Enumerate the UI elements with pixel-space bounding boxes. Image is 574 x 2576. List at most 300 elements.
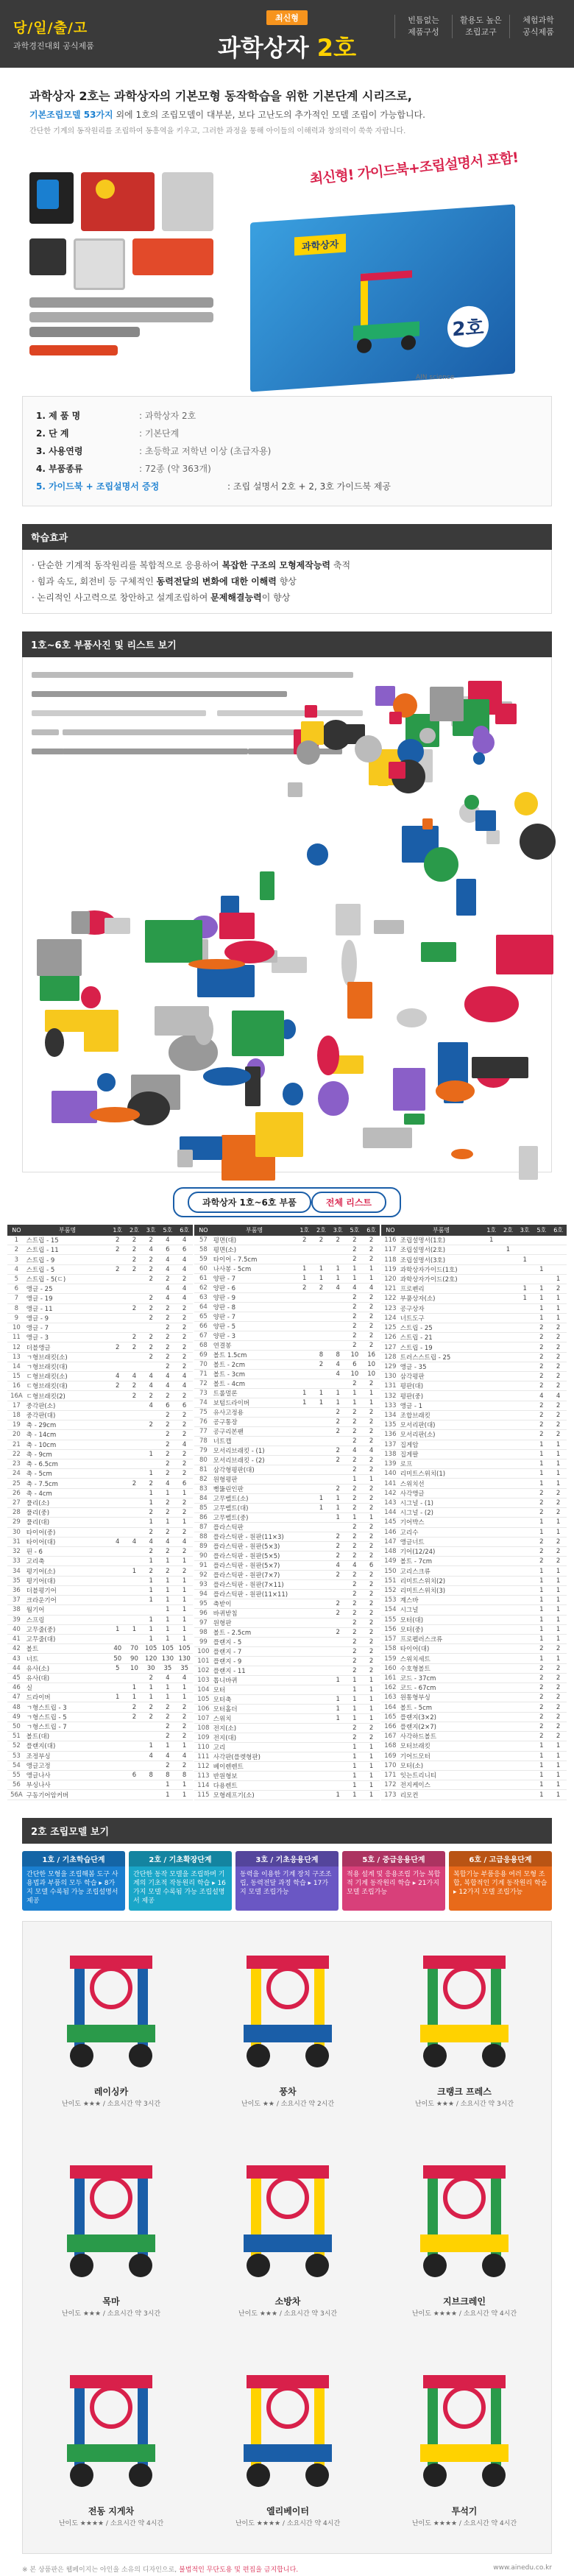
table-cell: 125 <box>381 1323 400 1332</box>
table-cell <box>483 1537 500 1546</box>
table-cell: 2 <box>363 1379 380 1389</box>
table-cell <box>296 1590 313 1599</box>
table-cell: 플랜지(대) <box>26 1741 110 1751</box>
part-image <box>424 847 458 882</box>
table-cell: 2 <box>160 1732 177 1741</box>
table-cell: 2 <box>550 1333 567 1342</box>
part-image <box>217 749 248 754</box>
table-cell: 유사(대) <box>26 1673 110 1682</box>
table-cell <box>500 1702 517 1712</box>
table-cell: 48 <box>7 1702 26 1712</box>
table-cell <box>109 1751 126 1761</box>
parts-table-3 <box>381 1225 567 1800</box>
table-row <box>7 1459 193 1469</box>
table-row <box>381 1362 567 1371</box>
table-cell: 2 <box>126 1264 143 1274</box>
table-cell: 106 <box>194 1705 213 1714</box>
table-cell: 4 <box>347 1561 364 1571</box>
table-cell: 2 <box>330 1418 347 1427</box>
table-cell: 1 <box>534 1527 550 1537</box>
table-cell: 1 <box>160 1634 177 1643</box>
table-cell <box>500 1761 517 1770</box>
table-cell: 57 <box>194 1236 213 1245</box>
table-cell: 2 <box>550 1537 567 1546</box>
table-cell <box>517 1557 534 1566</box>
table-row <box>381 1780 567 1790</box>
table-cell: 1 <box>363 1743 380 1752</box>
table-cell <box>126 1751 143 1761</box>
table-cell: 122 <box>381 1294 400 1303</box>
table-cell <box>483 1557 500 1566</box>
table-cell: 1 <box>160 1624 177 1634</box>
table-cell: 2 <box>550 1323 567 1332</box>
table-cell <box>500 1693 517 1702</box>
model-card[interactable] <box>199 2131 376 2338</box>
part-image <box>519 1146 538 1180</box>
table-row <box>7 1303 193 1313</box>
table-cell <box>517 1440 534 1449</box>
table-cell <box>313 1580 330 1590</box>
table-cell: 1 <box>534 1634 550 1643</box>
table-cell: 플랜지(2×7) <box>400 1722 483 1731</box>
model-card[interactable] <box>199 2341 376 2547</box>
table-cell: 46 <box>7 1683 26 1693</box>
table-cell: 원통형부싱 <box>400 1693 483 1702</box>
table-cell: 2 <box>176 1352 193 1362</box>
level-tab-4[interactable] <box>342 1851 445 1911</box>
table-cell: 1 <box>347 1475 364 1485</box>
table-cell: 1 <box>363 1685 380 1695</box>
table-cell <box>483 1693 500 1702</box>
table-cell <box>483 1527 500 1537</box>
table-cell: 79 <box>194 1446 213 1456</box>
table-cell <box>109 1722 126 1731</box>
footer <box>22 2564 552 2574</box>
table-cell: 삼각평판 <box>400 1372 483 1381</box>
table-cell <box>109 1634 126 1643</box>
table-cell <box>296 1657 313 1666</box>
table-cell: 92 <box>194 1571 213 1580</box>
table-cell: 1 <box>143 1585 160 1595</box>
table-row <box>381 1615 567 1624</box>
table-cell <box>126 1780 143 1790</box>
table-cell <box>483 1342 500 1352</box>
table-cell: 36 <box>7 1585 26 1595</box>
table-cell: 35 <box>160 1663 177 1673</box>
table-cell: 고무벨트(중) <box>213 1513 297 1523</box>
table-cell: 87 <box>194 1523 213 1532</box>
table-cell <box>109 1508 126 1518</box>
table-cell: 기어드모터 <box>400 1751 483 1761</box>
table-cell: 4 <box>330 1360 347 1370</box>
table-cell: 2 <box>363 1590 380 1599</box>
table-cell <box>517 1508 534 1518</box>
table-row <box>381 1391 567 1401</box>
table-cell: 스트립 - 11 <box>26 1245 110 1255</box>
table-cell: 2 <box>330 1532 347 1542</box>
table-cell <box>313 1551 330 1561</box>
table-row <box>194 1685 380 1695</box>
table-cell: 2 <box>550 1557 567 1566</box>
table-cell: 32 <box>7 1546 26 1556</box>
table-row <box>7 1420 193 1430</box>
table-row <box>381 1566 567 1576</box>
table-cell: 2 <box>347 1255 364 1264</box>
table-cell: 2 <box>347 1628 364 1638</box>
table-cell <box>483 1255 500 1264</box>
table-row <box>7 1236 193 1245</box>
level-tab-2[interactable] <box>129 1851 232 1911</box>
table-cell: 1 <box>296 1389 313 1398</box>
table-cell: 2 <box>143 1702 160 1712</box>
table-cell: 모터홀더 <box>213 1705 297 1714</box>
table-cell: 스프링 <box>26 1615 110 1624</box>
table-cell <box>109 1410 126 1420</box>
table-cell: 1 <box>534 1761 550 1770</box>
table-cell <box>517 1761 534 1770</box>
table-cell <box>483 1566 500 1576</box>
table-cell: 1 <box>347 1791 364 1800</box>
table-cell: 158 <box>381 1644 400 1654</box>
table-cell: 1 <box>500 1245 517 1255</box>
model-card[interactable] <box>23 1922 199 2128</box>
table-cell <box>500 1236 517 1245</box>
table-cell <box>313 1628 330 1638</box>
table-cell <box>109 1440 126 1449</box>
table-cell: 107 <box>194 1714 213 1724</box>
table-cell: 플라스틱판 - 원판(5×3) <box>213 1542 297 1551</box>
table-cell <box>483 1546 500 1556</box>
level-tab-5[interactable] <box>449 1851 552 1911</box>
part-image <box>520 824 556 860</box>
table-cell: 10 <box>7 1323 26 1332</box>
table-cell: 42 <box>7 1644 26 1654</box>
table-cell: 43 <box>7 1654 26 1663</box>
footer-url[interactable]: www.ainedu.co.kr <box>493 2564 552 2572</box>
table-cell: 80 <box>194 1456 213 1465</box>
product-title <box>177 29 397 63</box>
table-cell: 1 <box>176 1576 193 1585</box>
table-cell: 1 <box>363 1752 380 1762</box>
table-cell <box>517 1488 534 1498</box>
table-cell <box>500 1284 517 1294</box>
table-cell <box>534 1245 550 1255</box>
part-image <box>307 843 329 866</box>
table-row <box>194 1312 380 1322</box>
table-cell: 앵글나사 <box>26 1771 110 1780</box>
table-row <box>7 1615 193 1624</box>
table-cell: 1 <box>534 1313 550 1323</box>
table-cell <box>313 1293 330 1303</box>
table-cell: 2 <box>347 1427 364 1437</box>
table-cell <box>330 1647 347 1657</box>
table-cell: 1 <box>143 1596 160 1605</box>
header-bar <box>0 0 574 68</box>
table-cell: 2 <box>160 1722 177 1731</box>
table-cell: 1 <box>143 1449 160 1459</box>
table-row <box>7 1284 193 1294</box>
part-image <box>456 879 477 916</box>
table-cell: 2 <box>143 1236 160 1245</box>
table-cell <box>126 1790 143 1800</box>
table-cell <box>330 1465 347 1475</box>
table-cell <box>126 1284 143 1294</box>
table-cell: 114 <box>194 1781 213 1791</box>
table-cell <box>109 1362 126 1371</box>
table-cell: 167 <box>381 1732 400 1741</box>
table-cell <box>500 1430 517 1440</box>
part-image <box>177 1150 193 1167</box>
table-row <box>381 1576 567 1585</box>
table-row <box>194 1762 380 1772</box>
table-cell: 2 <box>313 1284 330 1293</box>
spec-key: 5. 가이드북 + 조립설명서 증정 <box>36 481 160 492</box>
table-cell <box>313 1542 330 1551</box>
table-cell: 모터 <box>213 1685 297 1695</box>
table-cell: 부품상자(소) <box>400 1294 483 1303</box>
footer-notice: ※ 본 상품판은 웹페이지는 아인을 소유의 디자인으로, 불법적인 무단도용 및 편집을 금지합니다. <box>22 2566 299 2574</box>
box-number: 2호 <box>447 305 489 349</box>
table-cell: 축 - 10cm <box>26 1440 110 1449</box>
table-cell <box>296 1628 313 1638</box>
part-image <box>318 1081 348 1116</box>
table-cell: 1 <box>160 1741 177 1751</box>
table-cell: 1 <box>347 1781 364 1791</box>
table-cell: 타이어(대) <box>400 1644 483 1654</box>
table-cell: 68 <box>194 1341 213 1351</box>
table-cell: 1 <box>550 1576 567 1585</box>
table-cell: 로프 <box>400 1459 483 1469</box>
table-cell: 2 <box>176 1508 193 1518</box>
table-cell: 129 <box>381 1362 400 1371</box>
table-cell: 38 <box>7 1605 26 1615</box>
model-card[interactable] <box>23 2341 199 2547</box>
model-card[interactable] <box>376 1922 553 2128</box>
table-cell: 2 <box>126 1245 143 1255</box>
table-cell: 2 <box>363 1551 380 1561</box>
table-cell <box>483 1264 500 1274</box>
table-cell: 78 <box>194 1437 213 1446</box>
parts-list-tables <box>7 1225 567 1800</box>
table-cell <box>109 1294 126 1303</box>
table-cell <box>517 1624 534 1634</box>
table-cell: 1 <box>550 1518 567 1527</box>
table-cell <box>313 1532 330 1542</box>
table-cell: 1 <box>363 1398 380 1408</box>
table-cell: 2 <box>109 1342 126 1352</box>
table-cell <box>109 1790 126 1800</box>
table-cell: 2 <box>313 1236 330 1245</box>
table-cell <box>483 1780 500 1790</box>
table-row <box>381 1401 567 1410</box>
table-header: NO <box>381 1225 400 1236</box>
table-cell <box>143 1459 160 1469</box>
table-cell <box>296 1303 313 1312</box>
table-cell: 구동기어암커버 <box>26 1790 110 1800</box>
table-cell: 2 <box>176 1546 193 1556</box>
table-cell <box>313 1695 330 1705</box>
table-cell <box>126 1401 143 1410</box>
table-cell: 2 <box>347 1657 364 1666</box>
table-row <box>7 1323 193 1332</box>
table-cell: 4 <box>160 1284 177 1294</box>
table-cell: 2 <box>143 1391 160 1401</box>
table-row <box>381 1264 567 1274</box>
table-cell <box>109 1303 126 1313</box>
table-cell <box>500 1780 517 1790</box>
model-card[interactable] <box>376 2341 553 2547</box>
level-tab-1[interactable] <box>22 1851 125 1911</box>
table-cell: 2 <box>363 1666 380 1676</box>
table-cell <box>517 1391 534 1401</box>
table-cell <box>109 1469 126 1479</box>
table-cell: 47 <box>7 1693 26 1702</box>
table-cell <box>500 1255 517 1264</box>
models-title: 2호 조립모델 보기 <box>22 1818 552 1844</box>
table-cell: 조립설명서(3호) <box>400 1255 483 1264</box>
table-cell <box>500 1401 517 1410</box>
table-cell: 2 <box>160 1323 177 1332</box>
table-cell: 13 <box>7 1352 26 1362</box>
table-cell: 앵글 - 35 <box>400 1362 483 1371</box>
table-cell: 2 <box>126 1479 143 1488</box>
table-cell <box>500 1264 517 1274</box>
table-cell: 드라이버 <box>26 1693 110 1702</box>
table-cell <box>313 1331 330 1341</box>
table-cell: 앵글 - 7 <box>26 1323 110 1332</box>
table-cell: 6 <box>160 1245 177 1255</box>
part-image <box>347 982 372 1019</box>
learning-title: 학습효과 <box>22 524 552 550</box>
table-cell: 앵글 - 1 <box>400 1401 483 1410</box>
model-level: 난이도 ★★★ / 소요시간 약 3시간 <box>61 2101 161 2108</box>
table-cell <box>296 1312 313 1322</box>
model-card[interactable] <box>376 2131 553 2338</box>
table-cell: 97 <box>194 1618 213 1628</box>
table-cell: 2 <box>550 1362 567 1371</box>
table-cell <box>500 1313 517 1323</box>
level-tab-3[interactable] <box>235 1851 339 1911</box>
table-cell: 119 <box>381 1264 400 1274</box>
model-card[interactable] <box>23 2131 199 2338</box>
table-cell: 4 <box>176 1255 193 1264</box>
table-cell: 2 <box>347 1609 364 1618</box>
table-header: 6호 <box>176 1225 193 1236</box>
part-image <box>97 1073 116 1091</box>
table-cell: 49 <box>7 1712 26 1722</box>
table-cell: 축 - 4cm <box>26 1488 110 1498</box>
table-cell <box>330 1762 347 1772</box>
table-cell: 93 <box>194 1580 213 1590</box>
table-cell <box>126 1420 143 1430</box>
table-cell <box>143 1732 160 1741</box>
table-row <box>381 1771 567 1780</box>
table-cell <box>534 1236 550 1245</box>
table-cell <box>143 1780 160 1790</box>
table-cell: 4 <box>143 1245 160 1255</box>
table-cell <box>313 1571 330 1580</box>
part-image <box>155 1006 210 1036</box>
table-cell <box>313 1513 330 1523</box>
table-cell: 2 <box>363 1494 380 1504</box>
table-row <box>381 1654 567 1663</box>
table-cell: 2 <box>160 1274 177 1284</box>
model-level: 난이도 ★★ / 소요시간 약 2시간 <box>241 2101 335 2108</box>
table-cell <box>126 1615 143 1624</box>
table-row <box>7 1294 193 1303</box>
model-image <box>214 1929 361 2076</box>
table-row <box>7 1693 193 1702</box>
table-cell <box>500 1469 517 1479</box>
part-image <box>389 712 403 725</box>
table-cell: 1 <box>534 1771 550 1780</box>
table-cell: 4 <box>176 1294 193 1303</box>
table-cell <box>330 1379 347 1389</box>
table-row <box>381 1372 567 1381</box>
table-cell <box>550 1255 567 1264</box>
part-image <box>473 752 485 764</box>
part-image <box>473 726 489 742</box>
table-row <box>381 1557 567 1566</box>
table-cell: ㄱ형스트립 - 7 <box>26 1722 110 1731</box>
table-cell: 2 <box>296 1236 313 1245</box>
table-row <box>7 1381 193 1391</box>
table-cell: 1 <box>534 1751 550 1761</box>
table-cell: 1 <box>347 1389 364 1398</box>
table-cell: 1 <box>363 1781 380 1791</box>
model-level: 난이도 ★★★★ / 소요시간 약 4시간 <box>58 2520 164 2527</box>
table-cell: 2 <box>550 1488 567 1498</box>
table-cell: 10 <box>347 1351 364 1360</box>
table-cell: 3 <box>7 1255 26 1264</box>
intro-headline: 과학상자 2호는 과학상자의 기본모형 동작학습을 위한 기본단계 시리즈로, <box>29 89 412 103</box>
table-cell <box>313 1733 330 1743</box>
table-cell <box>500 1537 517 1546</box>
table-row <box>381 1284 567 1294</box>
table-cell <box>330 1580 347 1590</box>
table-cell: 스트립 - 5 <box>26 1264 110 1274</box>
table-cell: 8 <box>143 1771 160 1780</box>
table-row <box>381 1255 567 1264</box>
table-cell: 2 <box>347 1523 364 1532</box>
table-cell: 104 <box>194 1685 213 1695</box>
table-cell: 67 <box>194 1331 213 1341</box>
table-cell: 76 <box>194 1418 213 1427</box>
table-cell: 1 <box>347 1685 364 1695</box>
model-level: 난이도 ★★★ / 소요시간 약 3시간 <box>238 2310 338 2318</box>
table-cell <box>500 1624 517 1634</box>
table-cell <box>313 1303 330 1312</box>
table-cell: 1 <box>126 1566 143 1576</box>
table-cell: 2 <box>126 1712 143 1722</box>
table-cell <box>517 1771 534 1780</box>
model-card[interactable] <box>199 1922 376 2128</box>
table-cell: 1 <box>160 1518 177 1527</box>
table-cell <box>517 1518 534 1527</box>
table-cell <box>109 1780 126 1790</box>
brand-line1: 당/일/출/고 <box>13 19 88 36</box>
table-cell <box>109 1284 126 1294</box>
table-cell: 1 <box>347 1676 364 1685</box>
table-cell: 1 <box>363 1762 380 1772</box>
table-cell <box>517 1245 534 1255</box>
table-cell <box>534 1274 550 1284</box>
table-cell <box>296 1781 313 1791</box>
table-cell <box>313 1456 330 1465</box>
table-cell <box>517 1372 534 1381</box>
table-cell <box>330 1752 347 1762</box>
table-cell: 2 <box>534 1644 550 1654</box>
